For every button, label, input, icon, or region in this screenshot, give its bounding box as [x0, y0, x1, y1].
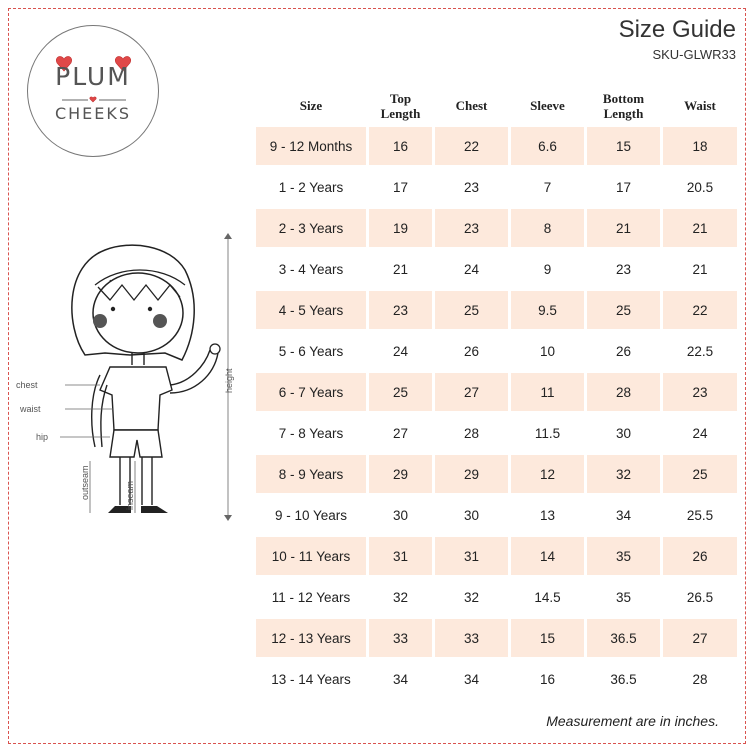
table-row: [256, 496, 737, 534]
height-label: height: [224, 368, 234, 393]
table-row: [256, 455, 737, 493]
measurement-cell: 31: [369, 537, 432, 575]
measurement-cell: 35: [587, 537, 660, 575]
table-row: [256, 168, 737, 206]
measurement-cell: 24: [392, 343, 409, 359]
waist-label: waist: [20, 404, 41, 414]
logo-bottom-text: CHEEKS: [54, 104, 132, 123]
measurement-cell: 21: [587, 209, 660, 247]
column-header: Sleeve: [530, 98, 565, 113]
measurement-cell: 27: [663, 619, 737, 657]
column-header: Top Length: [380, 90, 421, 121]
measurement-cell: 23: [463, 179, 480, 195]
measurement-cell: 33: [435, 619, 508, 657]
measurement-cell: 11.5: [534, 425, 561, 441]
measurement-cell: 24: [463, 261, 480, 277]
measurement-cell: 34: [463, 671, 480, 687]
measurement-cell: 26.5: [686, 589, 714, 605]
measurement-cell: 17: [392, 179, 409, 195]
measurement-cell: 36.5: [587, 619, 660, 657]
size-cell: 8 - 9 Years: [256, 455, 366, 493]
measurement-cell: 22: [435, 127, 508, 165]
measurement-cell: 21: [663, 209, 737, 247]
girl-measurement-illustration: [10, 225, 250, 525]
measurement-cell: 16: [539, 671, 556, 687]
measurement-cell: 25: [663, 455, 737, 493]
measurement-cell: 23: [369, 291, 432, 329]
measurement-cell: 32: [463, 589, 480, 605]
measurement-cell: 29: [369, 455, 432, 493]
measurement-cell: 23: [435, 209, 508, 247]
size-cell: 2 - 3 Years: [256, 209, 366, 247]
brand-logo: [27, 25, 159, 157]
measurement-cell: 34: [615, 507, 632, 523]
measurement-cell: 32: [587, 455, 660, 493]
table-row: [256, 291, 737, 329]
table-row: [256, 373, 737, 411]
measurement-cell: 13: [539, 507, 556, 523]
table-header-row: [256, 87, 737, 124]
table-row: [256, 332, 737, 370]
size-cell: 9 - 12 Months: [256, 127, 366, 165]
size-cell: 9 - 10 Years: [274, 507, 348, 523]
measurement-cell: 25: [435, 291, 508, 329]
measurement-cell: 26: [663, 537, 737, 575]
size-table: [253, 84, 740, 701]
measurement-cell: 14.5: [534, 589, 561, 605]
measurement-cell: 26: [615, 343, 632, 359]
column-header: Bottom Length: [602, 90, 645, 121]
measurement-cell: 14: [511, 537, 584, 575]
size-cell: 6 - 7 Years: [256, 373, 366, 411]
measurement-cell: 25: [587, 291, 660, 329]
inseam-label: inseam: [125, 480, 135, 510]
size-cell: 11 - 12 Years: [271, 589, 351, 605]
measurement-cell: 25: [369, 373, 432, 411]
measurement-cell: 9: [543, 261, 552, 277]
measurement-cell: 20.5: [686, 179, 714, 195]
table-body: [256, 127, 737, 698]
table-row: [256, 619, 737, 657]
measurement-cell: 27: [435, 373, 508, 411]
measurement-cell: 21: [392, 261, 409, 277]
size-cell: 10 - 11 Years: [256, 537, 366, 575]
page-title: Size Guide: [618, 16, 736, 43]
outseam-label: outseam: [80, 465, 90, 500]
measurement-cell: 16: [369, 127, 432, 165]
measurement-cell: 34: [392, 671, 409, 687]
measurement-cell: 30: [392, 507, 409, 523]
measurement-cell: 36.5: [610, 671, 637, 687]
table-row: [256, 250, 737, 288]
size-cell: 5 - 6 Years: [278, 343, 344, 359]
size-cell: 7 - 8 Years: [278, 425, 344, 441]
measurement-cell: 19: [369, 209, 432, 247]
measurement-cell: 21: [692, 261, 708, 277]
sku-label: SKU-GLWR33: [652, 47, 736, 62]
measurement-cell: 27: [392, 425, 409, 441]
measurement-cell: 10: [539, 343, 556, 359]
measurement-cell: 9.5: [511, 291, 584, 329]
table-row: [256, 537, 737, 575]
logo-hearts: [28, 26, 160, 158]
measurement-cell: 31: [435, 537, 508, 575]
size-cell: 13 - 14 Years: [271, 671, 351, 687]
logo-top-text: PLUM: [55, 62, 131, 91]
measurement-cell: 28: [587, 373, 660, 411]
size-cell: 3 - 4 Years: [278, 261, 344, 277]
measurement-cell: 25.5: [686, 507, 714, 523]
measurement-note: Measurement are in inches.: [546, 713, 719, 729]
measurement-cell: 22.5: [686, 343, 714, 359]
table-row: [256, 209, 737, 247]
hip-label: hip: [36, 432, 49, 442]
measurement-cell: 7: [543, 179, 552, 195]
table-row: [256, 414, 737, 452]
measurement-cell: 26: [463, 343, 480, 359]
measurement-cell: 22: [663, 291, 737, 329]
measurement-cell: 18: [663, 127, 737, 165]
measurement-cell: 8: [511, 209, 584, 247]
measurement-cell: 29: [435, 455, 508, 493]
measurement-cell: 35: [615, 589, 632, 605]
table-row: [256, 127, 737, 165]
size-cell: 1 - 2 Years: [278, 179, 344, 195]
table-row: [256, 660, 737, 698]
measurement-cell: 23: [615, 261, 632, 277]
measurement-cell: 17: [615, 179, 632, 195]
column-header: Chest: [455, 98, 488, 113]
measurement-cell: 24: [692, 425, 708, 441]
measurement-cell: 15: [511, 619, 584, 657]
column-header: Waist: [684, 98, 716, 113]
measurement-cell: 23: [663, 373, 737, 411]
measurement-cell: 28: [463, 425, 480, 441]
measurement-cell: 32: [392, 589, 409, 605]
size-cell: 12 - 13 Years: [256, 619, 366, 657]
measurement-cell: 30: [615, 425, 632, 441]
measurement-cell: 30: [463, 507, 480, 523]
measurement-cell: 33: [369, 619, 432, 657]
column-header: Size: [299, 98, 323, 113]
measurement-cell: 11: [511, 373, 584, 411]
measurement-cell: 6.6: [511, 127, 584, 165]
chest-label: chest: [16, 380, 38, 390]
table-row: [256, 578, 737, 616]
size-cell: 4 - 5 Years: [256, 291, 366, 329]
heart-icon: [90, 97, 96, 102]
measurement-cell: 28: [692, 671, 708, 687]
measurement-cell: 12: [511, 455, 584, 493]
measurement-cell: 15: [587, 127, 660, 165]
